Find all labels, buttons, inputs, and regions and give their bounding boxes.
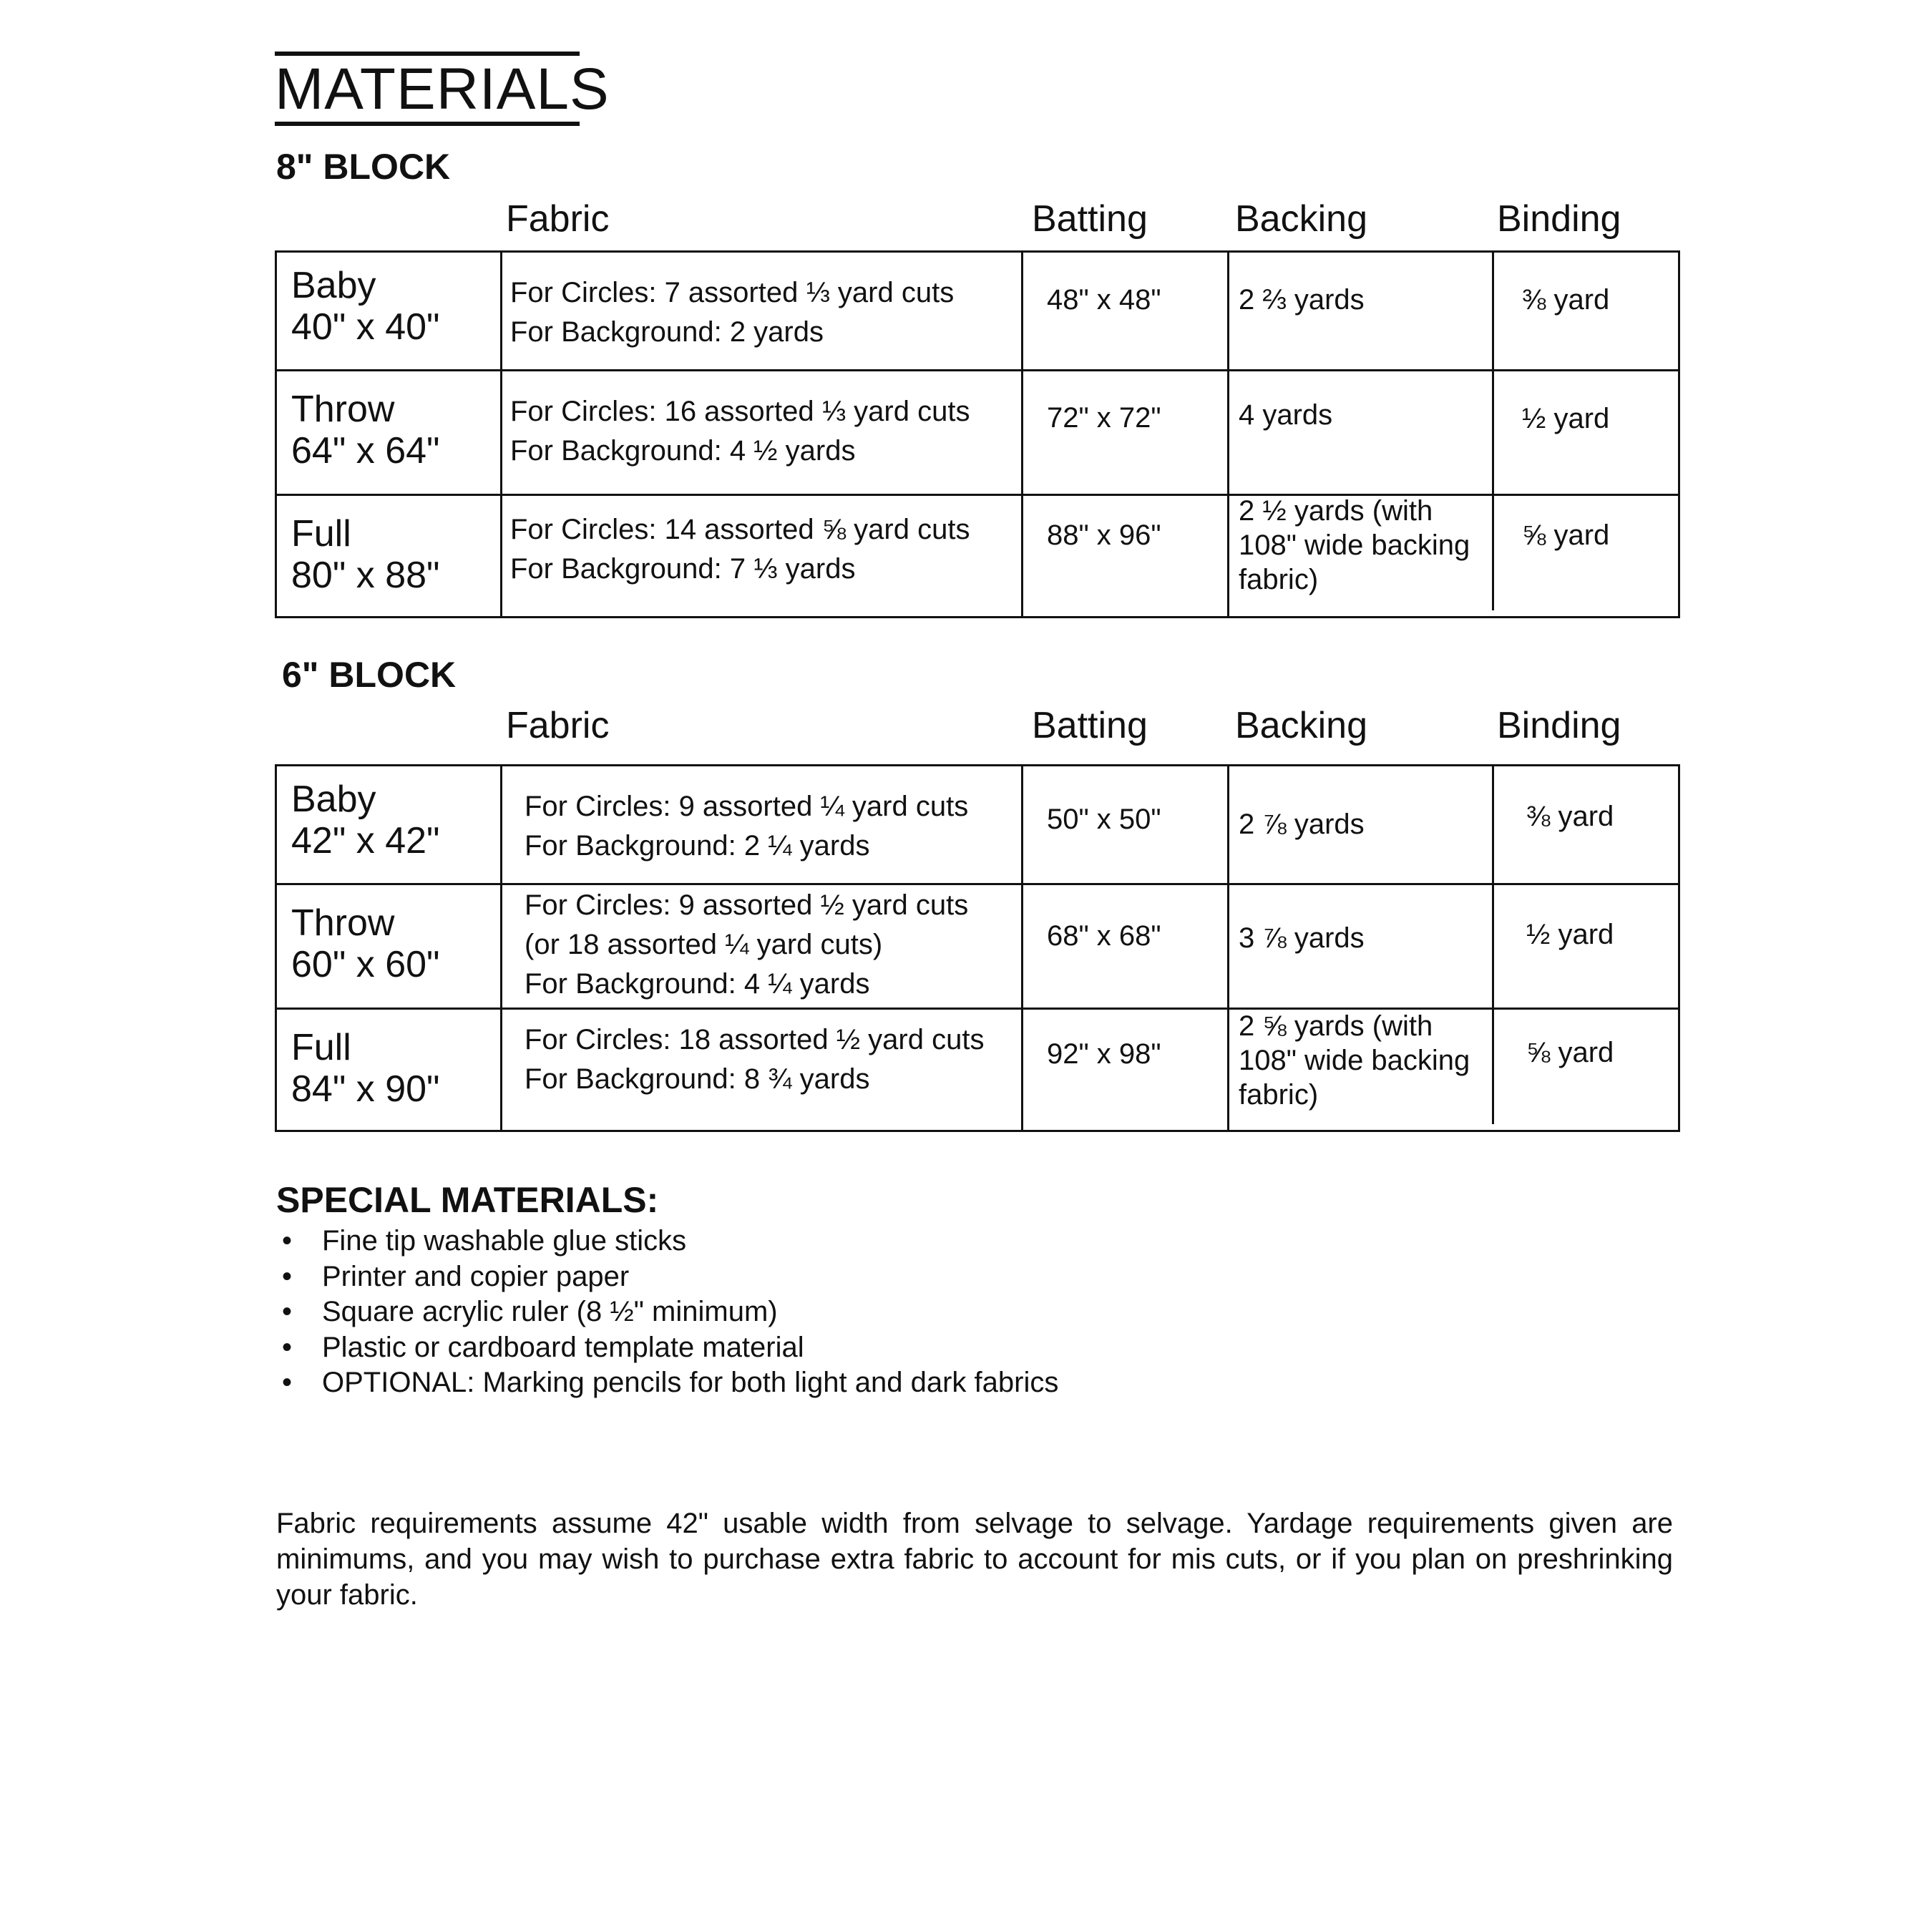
fabric-background: For Background: 8 ¾ yards: [525, 1063, 870, 1095]
batting-cell: 68" x 68": [1047, 920, 1161, 952]
section-heading-6in-block: 6" BLOCK: [282, 655, 457, 695]
column-divider: [1021, 253, 1023, 616]
batting-cell: 92" x 98": [1047, 1038, 1161, 1070]
bullet-icon: •: [282, 1296, 293, 1327]
size-dimensions: 42" x 42": [291, 820, 440, 862]
column-header-fabric: Fabric: [506, 705, 610, 746]
size-name: Throw: [291, 389, 395, 430]
size-name: Baby: [291, 779, 376, 820]
list-item: [276, 1224, 1058, 1259]
batting-cell: 50" x 50": [1047, 804, 1161, 835]
column-header-batting: Batting: [1032, 705, 1148, 746]
size-dimensions: 84" x 90": [291, 1068, 440, 1110]
fabric-cell: [525, 787, 968, 866]
column-divider: [1492, 253, 1494, 610]
column-divider: [500, 766, 502, 1130]
column-divider: [500, 253, 502, 616]
size-cell: [291, 1027, 440, 1110]
binding-cell: ⅜ yard: [1522, 284, 1610, 316]
fabric-alternate: (or 18 assorted ¼ yard cuts): [525, 929, 883, 960]
bullet-icon: •: [282, 1260, 293, 1292]
list-item: [276, 1259, 1058, 1295]
backing-line: 2 ½ yards (with: [1239, 495, 1433, 527]
fabric-circles: For Circles: 9 assorted ¼ yard cuts: [525, 791, 969, 822]
binding-cell: ⅝ yard: [1522, 519, 1610, 551]
backing-line: 108" wide backing: [1239, 530, 1470, 561]
batting-cell: 72" x 72": [1047, 402, 1161, 434]
column-header-backing: Backing: [1235, 198, 1367, 240]
binding-cell: ⅝ yard: [1526, 1037, 1614, 1068]
list-item-text: Square acrylic ruler (8 ½" minimum): [322, 1296, 778, 1327]
column-header-binding: Binding: [1497, 705, 1621, 746]
bullet-icon: •: [282, 1225, 293, 1257]
size-name: Full: [291, 513, 351, 555]
fabric-circles: For Circles: 7 assorted ⅓ yard cuts: [510, 277, 955, 308]
list-item: [276, 1365, 1058, 1401]
fabric-circles: For Circles: 14 assorted ⅝ yard cuts: [510, 514, 970, 545]
special-materials-list: [276, 1224, 1058, 1401]
size-dimensions: 60" x 60": [291, 944, 440, 985]
size-cell: [291, 902, 440, 985]
size-cell: [291, 779, 440, 862]
fabric-circles: For Circles: 18 assorted ½ yard cuts: [525, 1024, 985, 1055]
list-item-text: Plastic or cardboard template material: [322, 1331, 804, 1363]
fabric-cell: [510, 392, 970, 471]
batting-cell: 88" x 96": [1047, 519, 1161, 551]
list-item-text: Printer and copier paper: [322, 1260, 630, 1292]
column-divider: [1021, 766, 1023, 1130]
backing-line: 108" wide backing: [1239, 1045, 1470, 1076]
column-header-backing: Backing: [1235, 705, 1367, 746]
list-item: [276, 1330, 1058, 1366]
fabric-background: For Background: 4 ¼ yards: [525, 968, 870, 1000]
fabric-background: For Background: 7 ⅓ yards: [510, 553, 856, 585]
fabric-circles: For Circles: 9 assorted ½ yard cuts: [525, 889, 969, 921]
row-divider: [277, 883, 1678, 885]
backing-line: fabric): [1239, 1079, 1319, 1111]
column-divider: [1492, 766, 1494, 1124]
bullet-icon: •: [282, 1367, 293, 1398]
fabric-background: For Background: 4 ½ yards: [510, 435, 856, 467]
size-name: Throw: [291, 902, 395, 944]
backing-cell: 4 yards: [1239, 399, 1333, 431]
column-divider: [1227, 253, 1229, 616]
fabric-cell: [525, 1020, 984, 1099]
size-cell: [291, 389, 440, 472]
fabric-requirements-note: Fabric requirements assume 42" usable width from selvage to selvage. Yardage requirements given are minimums, and you may wish to purchase extra fabric to account for mis cuts, or if you plan on preshrinking your fabric.: [276, 1508, 1673, 1611]
column-divider: [1227, 766, 1229, 1130]
size-cell: [291, 265, 440, 348]
backing-cell: 3 ⅞ yards: [1239, 922, 1365, 954]
batting-cell: 48" x 48": [1047, 284, 1161, 316]
fabric-cell: [525, 886, 968, 1004]
list-item-text: Fine tip washable glue sticks: [322, 1225, 687, 1257]
list-item: [276, 1294, 1058, 1330]
list-item-text: OPTIONAL: Marking pencils for both light and dark fabrics: [322, 1367, 1059, 1398]
fabric-cell: [510, 273, 954, 352]
row-divider: [277, 369, 1678, 371]
size-cell: [291, 513, 440, 596]
fabric-circles: For Circles: 16 assorted ⅓ yard cuts: [510, 396, 970, 427]
backing-cell: 2 ⅔ yards: [1239, 284, 1365, 316]
size-dimensions: 80" x 88": [291, 555, 440, 596]
page-title: MATERIALS: [275, 57, 610, 122]
fabric-cell: [510, 510, 970, 589]
fabric-background: For Background: 2 ¼ yards: [525, 830, 870, 862]
backing-cell: [1239, 1009, 1489, 1112]
section-heading-8in-block: 8" BLOCK: [276, 147, 451, 187]
column-header-fabric: Fabric: [506, 198, 610, 240]
page-title-box: [275, 52, 610, 126]
backing-line: fabric): [1239, 564, 1319, 595]
size-dimensions: 40" x 40": [291, 306, 440, 348]
table-6in-block: [275, 764, 1680, 1132]
size-dimensions: 64" x 64": [291, 430, 440, 472]
size-name: Baby: [291, 265, 376, 306]
size-name: Full: [291, 1027, 351, 1068]
fabric-background: For Background: 2 yards: [510, 316, 824, 348]
table-8in-block: [275, 250, 1680, 618]
column-header-batting: Batting: [1032, 198, 1148, 240]
binding-cell: ½ yard: [1522, 403, 1610, 434]
binding-cell: ⅜ yard: [1526, 801, 1614, 832]
backing-cell: 2 ⅞ yards: [1239, 809, 1365, 840]
binding-cell: ½ yard: [1526, 919, 1614, 950]
column-header-binding: Binding: [1497, 198, 1621, 240]
backing-line: 2 ⅝ yards (with: [1239, 1010, 1433, 1042]
special-materials-heading: SPECIAL MATERIALS:: [276, 1180, 659, 1220]
backing-cell: [1239, 494, 1489, 597]
bullet-icon: •: [282, 1331, 293, 1363]
